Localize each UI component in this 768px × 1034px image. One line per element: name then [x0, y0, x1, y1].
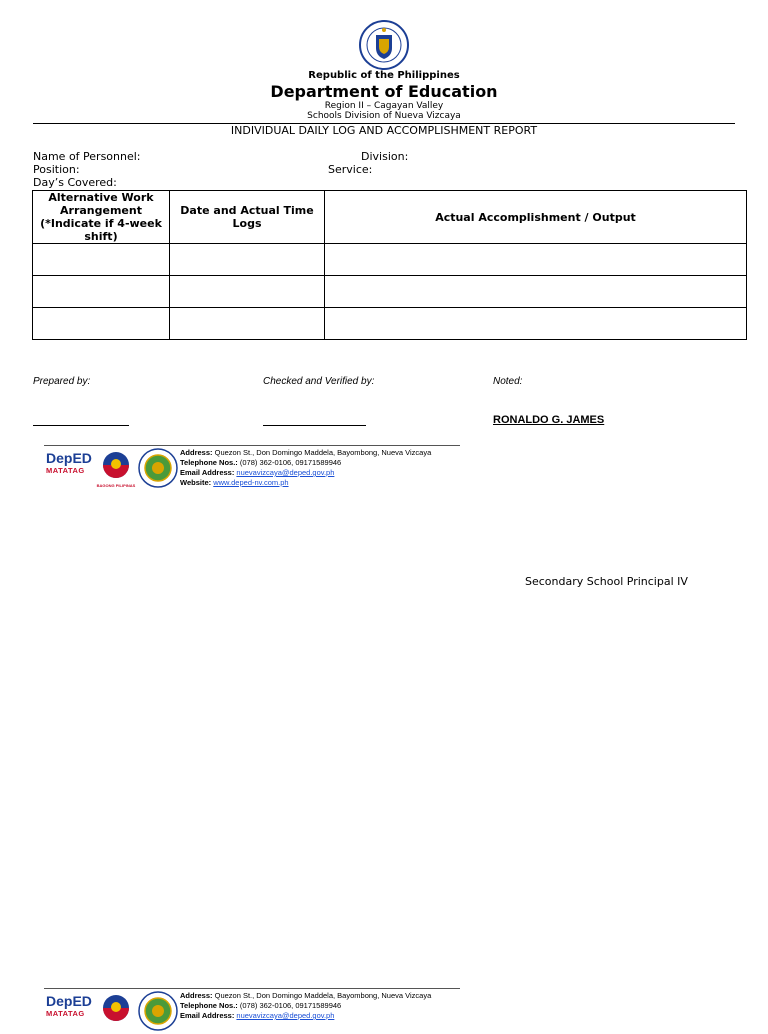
table-cell[interactable] [325, 276, 747, 308]
header-accomplishment: Actual Accomplishment / Output [325, 191, 747, 244]
principal-title: Secondary School Principal IV [525, 575, 688, 588]
prepared-by-label: Prepared by: [33, 376, 91, 387]
checked-signature-line [263, 425, 366, 426]
checked-verified-label: Checked and Verified by: [263, 376, 375, 387]
table-cell[interactable] [33, 308, 170, 340]
table-cell[interactable] [33, 244, 170, 276]
republic-heading: Republic of the Philippines [308, 70, 460, 81]
deped-matatag-logo: DepED MATATAG [46, 450, 92, 475]
deped-matatag-logo: DepED MATATAG [46, 993, 92, 1018]
prepared-signature-line [33, 425, 129, 426]
bagong-pilipinas-logo-icon [96, 992, 136, 1032]
table-row [33, 308, 747, 340]
division-seal-icon [138, 448, 178, 488]
name-of-personnel-label: Name of Personnel: [33, 150, 141, 163]
table-cell[interactable] [170, 276, 325, 308]
letterhead-footer [44, 988, 460, 1034]
position-label: Position: [33, 163, 80, 176]
website-link[interactable]: www.deped-nv.com.ph [213, 478, 289, 487]
contact-info: Address: Quezon St., Don Domingo Maddela, Bayombong, Nueva Vizcaya Telephone Nos.: (078) 362-0106, 09171589946 Email Address: nuevavizcaya@deped.gov.ph [180, 991, 432, 1020]
division-label: Division: [361, 150, 409, 163]
table-cell[interactable] [170, 244, 325, 276]
service-label: Service: [328, 163, 373, 176]
contact-info: Address: Quezon St., Don Domingo Maddela, Bayombong, Nueva Vizcaya Telephone Nos.: (078) 362-0106, 09171589946 Email Address: nuevavizcaya@deped.gov.ph Website: www.deped-nv.com.ph [180, 448, 432, 487]
bagong-pilipinas-logo-icon [96, 449, 136, 489]
schools-division-text: Schools Division of Nueva Vizcaya [307, 111, 461, 121]
noted-label: Noted: [493, 376, 523, 387]
letterhead-footer [44, 445, 460, 491]
accomplishment-table [32, 190, 747, 340]
table-row [33, 276, 747, 308]
department-title: Department of Education [270, 82, 498, 101]
region-text: Region II – Cagayan Valley [324, 101, 444, 111]
svg-text:BAGONG PILIPINAS: BAGONG PILIPINAS [96, 483, 136, 488]
deped-seal-icon [359, 20, 409, 70]
email-link[interactable]: nuevavizcaya@deped.gov.ph [236, 1011, 335, 1020]
email-link[interactable]: nuevavizcaya@deped.gov.ph [236, 468, 335, 477]
footer-divider [44, 988, 460, 989]
table-cell[interactable] [325, 244, 747, 276]
header-work-arrangement: Alternative Work Arrangement (*Indicate if 4-week shift) [33, 191, 170, 244]
table-cell[interactable] [170, 308, 325, 340]
table-header-row [33, 191, 747, 244]
division-seal-icon [138, 991, 178, 1031]
days-covered-label: Day’s Covered: [33, 176, 117, 189]
header-time-logs: Date and Actual Time Logs [170, 191, 325, 244]
footer-divider [44, 445, 460, 446]
noted-signatory-name: RONALDO G. JAMES [493, 414, 605, 426]
table-cell[interactable] [325, 308, 747, 340]
table-row [33, 244, 747, 276]
report-title: INDIVIDUAL DAILY LOG AND ACCOMPLISHMENT REPORT [230, 124, 538, 137]
table-cell[interactable] [33, 276, 170, 308]
